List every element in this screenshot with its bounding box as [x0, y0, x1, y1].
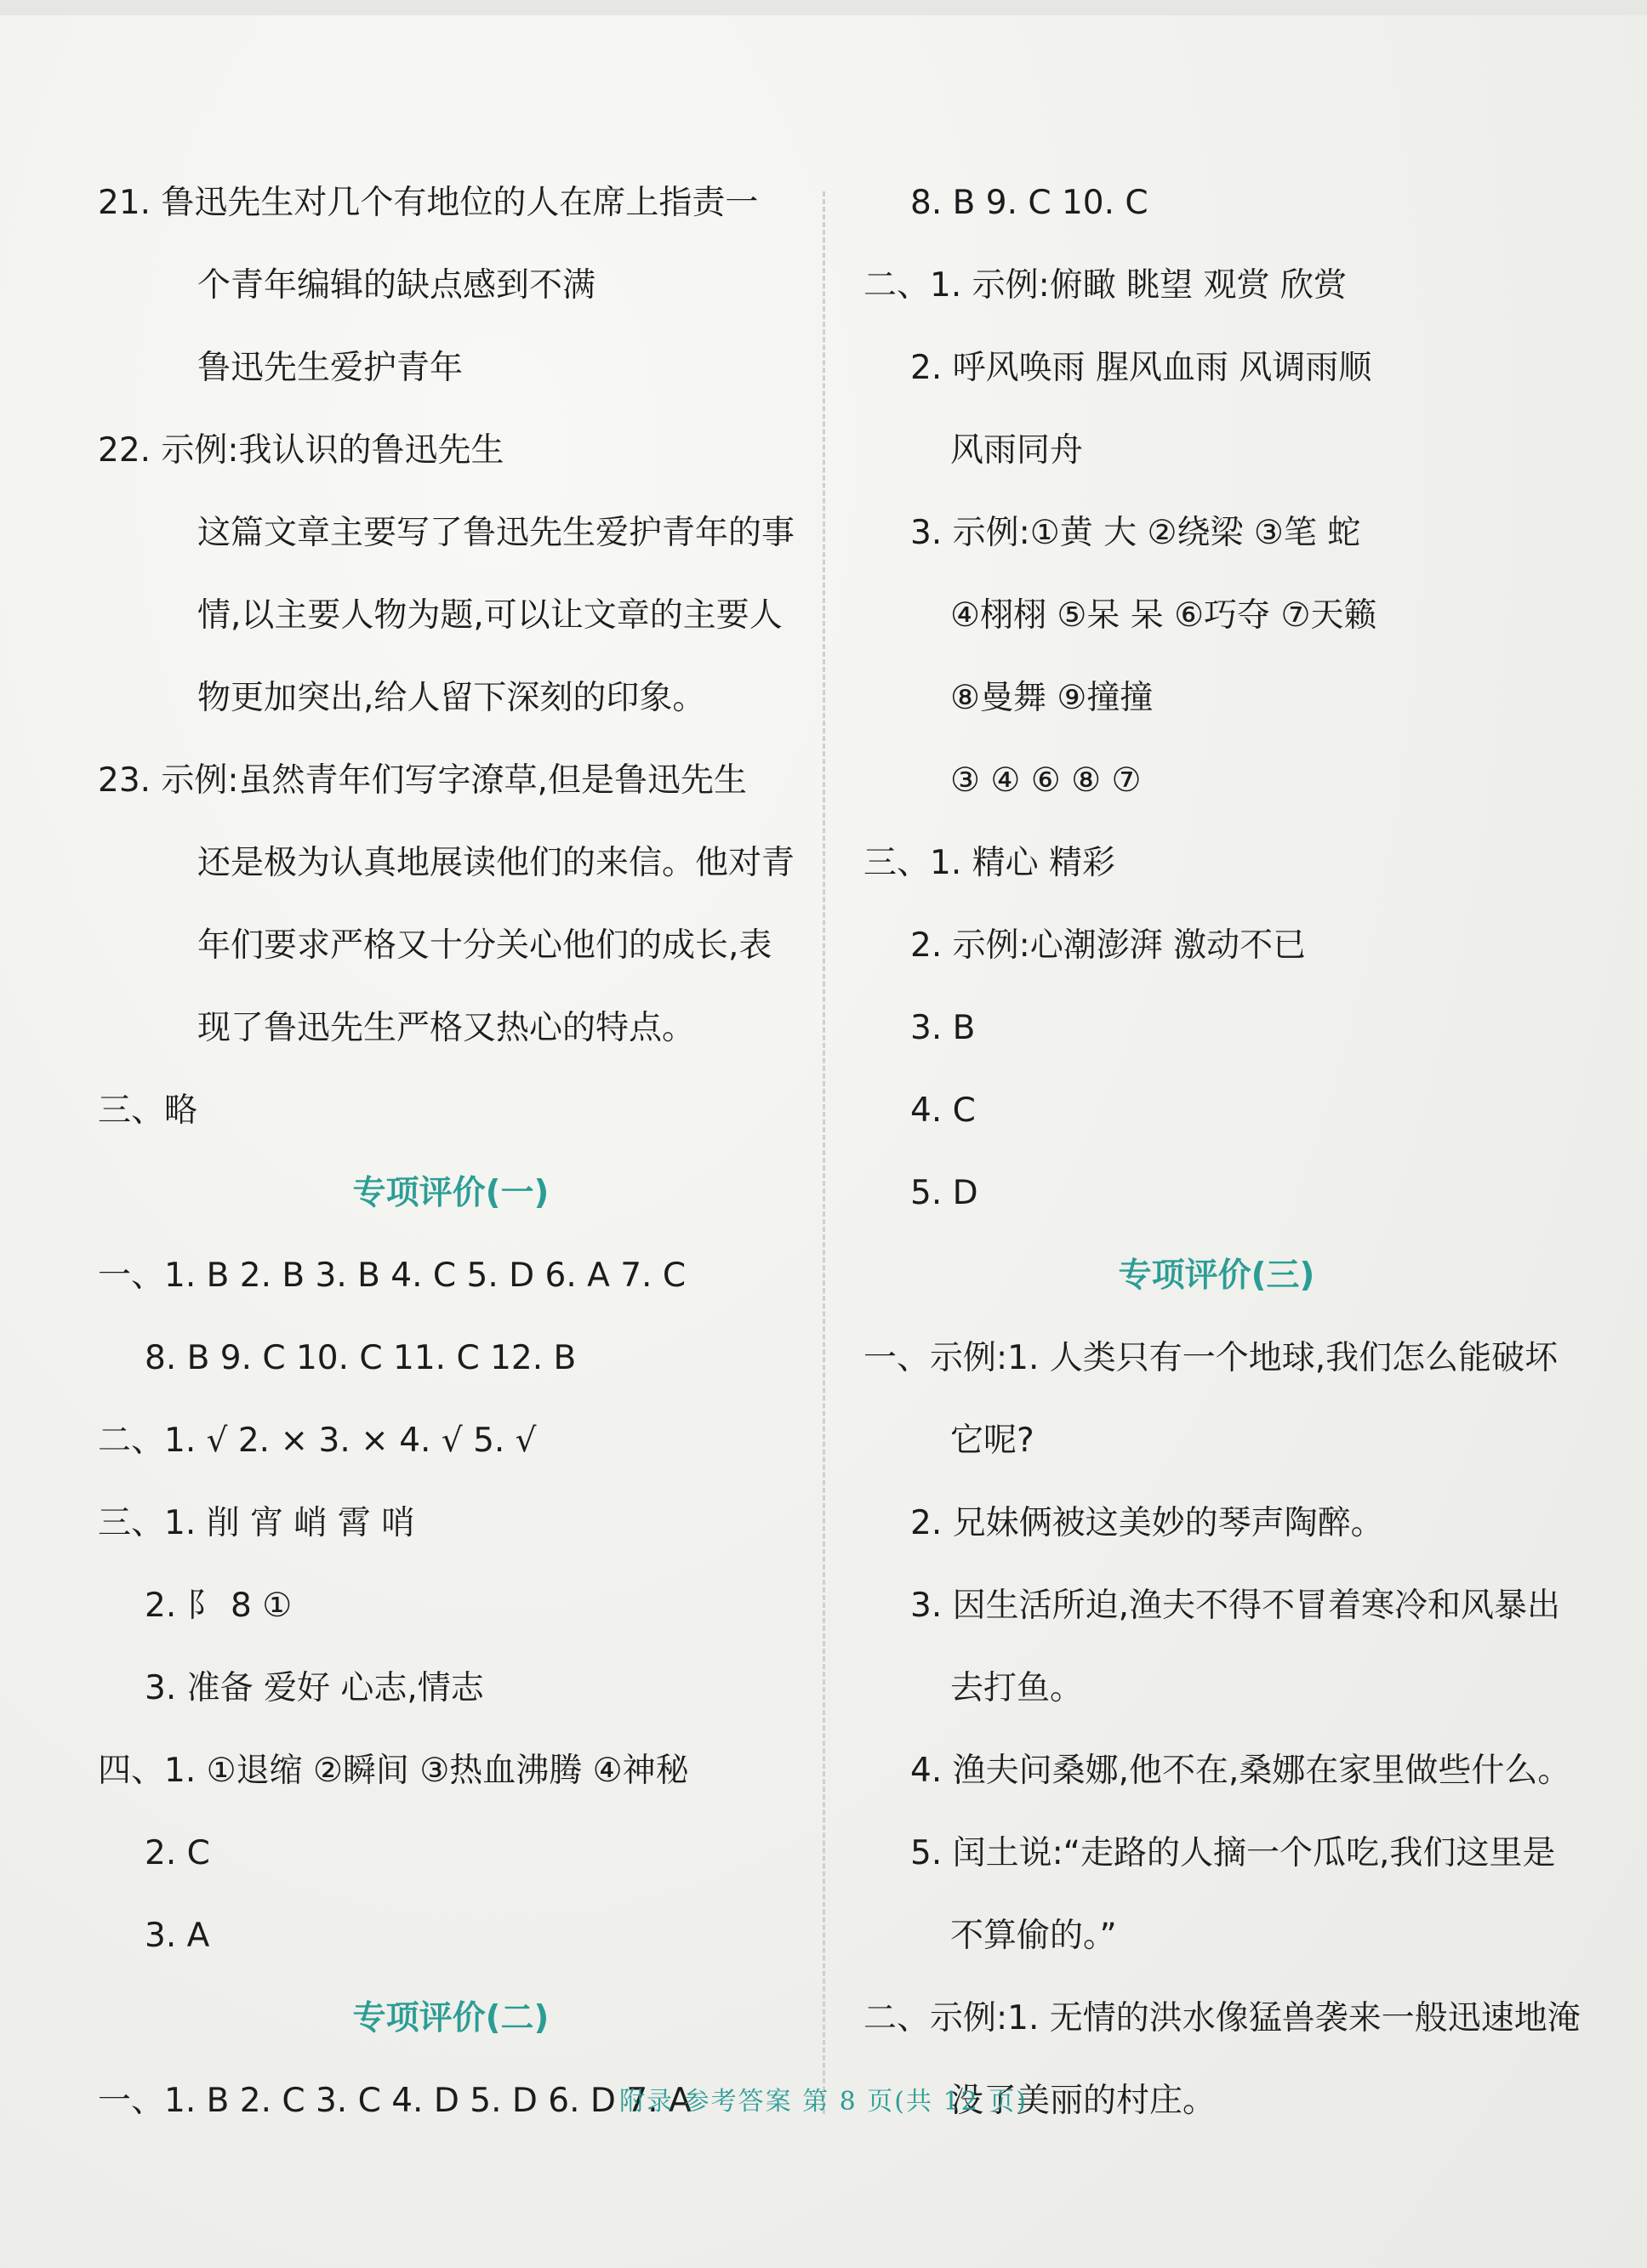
answer-line: 3. B: [910, 1009, 976, 1047]
section-heading-line: 二、1. √ 2. × 3. × 4. √ 5. √: [98, 1422, 537, 1460]
answer-line: 不算偷的。”: [950, 1917, 1117, 1955]
left-column: [98, 162, 804, 2142]
answer-line: 物更加突出,给人留下深刻的印象。: [197, 679, 706, 717]
answer-line: 5. 闰土说:“走路的人摘一个瓜吃,我们这里是: [910, 1834, 1556, 1872]
answer-line: 5. D: [910, 1174, 978, 1212]
answer-line: 这篇文章主要写了鲁迅先生爱护青年的事: [197, 514, 795, 552]
answer-line: 去打鱼。: [950, 1669, 1084, 1707]
answer-line: 2. 示例:心潮澎湃 激动不已: [910, 926, 1307, 965]
section-heading-line: 一、示例:1. 人类只有一个地球,我们怎么能破坏: [863, 1339, 1559, 1377]
answer-line: 4. 渔夫问桑娜,他不在,桑娜在家里做些什么。: [910, 1752, 1571, 1790]
answer-line: 鲁迅先生爱护青年: [197, 349, 464, 387]
answer-line: 3. 示例:①黄 大 ②绕梁 ③笔 蛇: [910, 514, 1361, 552]
answer-line: 还是极为认真地展读他们的来信。他对青: [197, 844, 795, 882]
answer-line: 3. A: [145, 1917, 210, 1955]
answer-line: 2. C: [145, 1834, 210, 1872]
section-heading-line: 四、1. ①退缩 ②瞬间 ③热血沸腾 ④神秘: [98, 1752, 689, 1790]
answer-line: 它呢?: [950, 1422, 1034, 1460]
section-title: 专项评价(一): [352, 1174, 550, 1212]
section-heading-line: 三、略: [98, 1091, 198, 1130]
answer-line: ③ ④ ⑥ ⑧ ⑦: [950, 761, 1142, 800]
answer-line: 8. B 9. C 10. C: [910, 184, 1148, 222]
answer-line: 2. 阝 8 ①: [145, 1587, 293, 1625]
top-edge: [0, 0, 1647, 15]
answer-line: 3. 因生活所迫,渔夫不得不冒着寒冷和风暴出: [910, 1587, 1561, 1625]
answer-line: 风雨同舟: [950, 431, 1084, 470]
section-heading-line: 二、1. 示例:俯瞰 眺望 观赏 欣赏: [863, 266, 1347, 305]
answer-line: 21. 鲁迅先生对几个有地位的人在席上指责一: [98, 184, 759, 222]
section-heading-line: 一、1. B 2. C 3. C 4. D 5. D 6. D 7. A: [98, 2082, 692, 2120]
section-heading-line: 二、示例:1. 无情的洪水像猛兽袭来一般迅速地淹: [863, 1999, 1581, 2037]
answer-line: 没了美丽的村庄。: [950, 2082, 1217, 2120]
answer-line: 4. C: [910, 1091, 976, 1130]
section-title: 专项评价(二): [352, 1999, 550, 2037]
column-divider: [823, 191, 825, 2114]
right-column: [863, 162, 1581, 2142]
answer-line: 情,以主要人物为题,可以让文章的主要人: [197, 596, 783, 635]
answer-line: 22. 示例:我认识的鲁迅先生: [98, 431, 504, 470]
answer-line: 8. B 9. C 10. C 11. C 12. B: [145, 1339, 577, 1377]
answer-line: 2. 呼风唤雨 腥风血雨 风调雨顺: [910, 349, 1372, 387]
answer-line: ④栩栩 ⑤呆 呆 ⑥巧夺 ⑦天籁: [950, 596, 1377, 635]
answer-line: 2. 兄妹俩被这美妙的琴声陶醉。: [910, 1504, 1384, 1542]
answer-line: 现了鲁迅先生严格又热心的特点。: [197, 1009, 696, 1047]
answer-line: 23. 示例:虽然青年们写字潦草,但是鲁迅先生: [98, 761, 747, 800]
answer-line: 3. 准备 爱好 心志,情志: [145, 1669, 484, 1707]
answer-line: ⑧曼舞 ⑨撞撞: [950, 679, 1154, 717]
page-footer: 附录 参考答案 第 8 页(共 12 页): [619, 2087, 1028, 2117]
answer-line: 个青年编辑的缺点感到不满: [197, 266, 596, 305]
section-heading-line: 一、1. B 2. B 3. B 4. C 5. D 6. A 7. C: [98, 1257, 687, 1295]
section-heading-line: 三、1. 精心 精彩: [863, 844, 1116, 882]
answer-line: 年们要求严格又十分关心他们的成长,表: [197, 926, 772, 965]
section-title: 专项评价(三): [1118, 1257, 1315, 1295]
section-heading-line: 三、1. 削 宵 峭 霄 哨: [98, 1504, 415, 1542]
